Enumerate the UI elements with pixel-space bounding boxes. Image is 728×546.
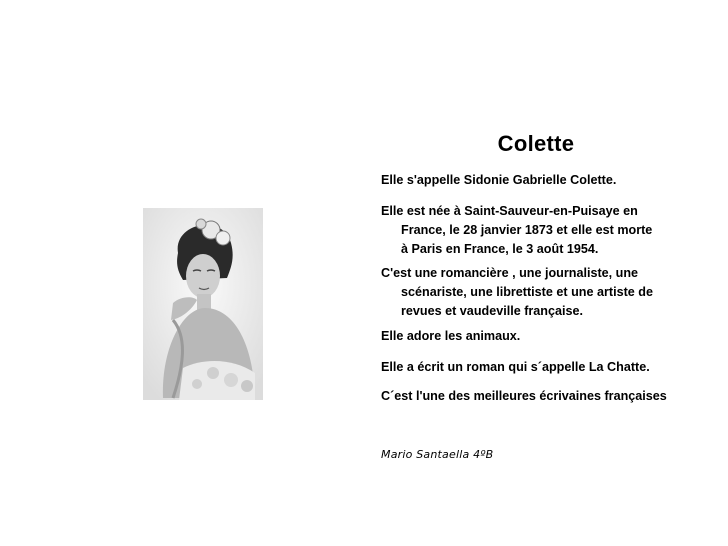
- paragraph-novel: [381, 358, 650, 377]
- paragraph-best-writer: [381, 387, 667, 406]
- text-line: scénariste, une librettiste et une artiste de: [401, 285, 653, 299]
- text-line: France, le 28 janvier 1873 et elle est morte: [401, 223, 653, 237]
- author-signature: Mario Santaella 4ºB: [381, 448, 494, 461]
- text-line: Elle a écrit un roman qui s´appelle La Chatte.: [381, 360, 650, 374]
- portrait-illustration: [143, 208, 263, 400]
- text-line: Elle est née à Saint-Sauveur-en-Puisaye en: [381, 204, 638, 218]
- paragraph-professions: [381, 264, 653, 321]
- paragraph-birth-death: [381, 202, 652, 259]
- text-line: C'est une romancière , une journaliste, une: [381, 266, 639, 280]
- text-line: revues et vaudeville française.: [401, 304, 584, 318]
- text-line: C´est l'une des meilleures écrivaines françaises: [381, 389, 667, 403]
- paragraph-name: [381, 171, 616, 190]
- portrait-photo: [143, 208, 263, 400]
- text-line: à Paris en France, le 3 août 1954.: [401, 242, 599, 256]
- paragraph-animals: [381, 327, 520, 346]
- document-title: Colette: [497, 131, 575, 156]
- text-line: Elle adore les animaux.: [381, 329, 521, 343]
- text-line: Elle s'appelle Sidonie Gabrielle Colette.: [381, 173, 617, 187]
